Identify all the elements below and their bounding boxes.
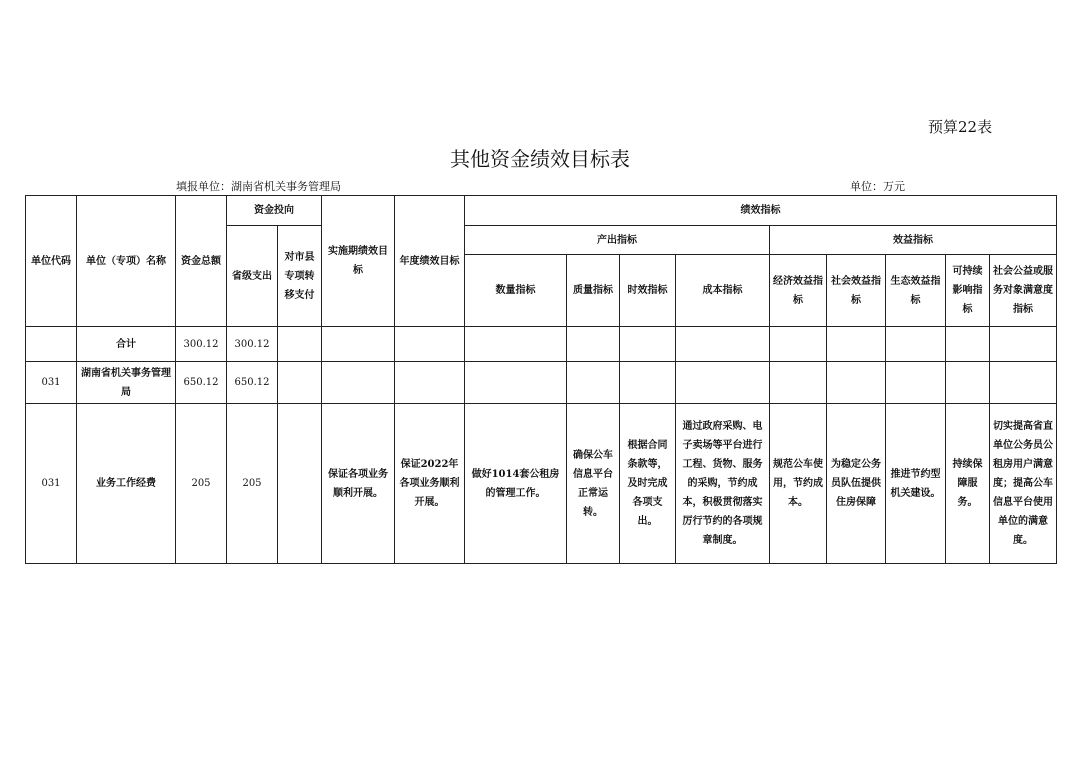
header-quality: 质量指标	[567, 255, 620, 327]
cell-timeliness	[620, 327, 676, 362]
header-timeliness: 时效指标	[620, 255, 676, 327]
cell-quantity: 做好1014套公租房的管理工作。	[465, 404, 567, 564]
header-period-goal: 实施期绩效目标	[322, 196, 395, 327]
header-transfer: 对市县专项转移支付	[278, 226, 322, 327]
cell-total: 205	[176, 404, 227, 564]
cell-timeliness: 根据合同条款等，及时完成各项支出。	[620, 404, 676, 564]
header-unit-name: 单位（专项）名称	[77, 196, 176, 327]
cell-transfer	[278, 404, 322, 564]
header-satisfaction: 社会公益或服务对象满意度指标	[990, 255, 1057, 327]
cell-ecological	[886, 362, 946, 404]
cell-cost: 通过政府采购、电子卖场等平台进行工程、货物、服务的采购，节约成本，积极贯彻落实厉行节约的各项规章制度。	[676, 404, 770, 564]
header-social: 社会效益指标	[827, 255, 886, 327]
cell-annual-goal	[395, 327, 465, 362]
header-benefit-indicators: 效益指标	[770, 226, 1057, 255]
cell-code: 031	[26, 404, 77, 564]
cell-code: 031	[26, 362, 77, 404]
header-unit-code: 单位代码	[26, 196, 77, 327]
cell-name: 业务工作经费	[77, 404, 176, 564]
filler-unit: 填报单位：湖南省机关事务管理局	[176, 180, 341, 193]
cell-quantity	[465, 327, 567, 362]
table-row-project	[26, 404, 1057, 564]
table-row-total	[26, 327, 1057, 362]
header-annual-goal: 年度绩效目标	[395, 196, 465, 327]
cell-sustainable	[946, 362, 990, 404]
cell-name: 合计	[77, 327, 176, 362]
cell-period-goal	[322, 362, 395, 404]
header-performance-indicators: 绩效指标	[465, 196, 1057, 226]
cell-social	[827, 327, 886, 362]
cell-social: 为稳定公务员队伍提供住房保障	[827, 404, 886, 564]
cell-ecological	[886, 327, 946, 362]
form-number: 预算22表	[928, 118, 993, 136]
cell-economic	[770, 327, 827, 362]
header-cost: 成本指标	[676, 255, 770, 327]
header-fund-total: 资金总额	[176, 196, 227, 327]
cell-economic	[770, 362, 827, 404]
cell-satisfaction: 切实提高省直单位公务员公租房用户满意度；提高公车信息平台使用单位的满意度。	[990, 404, 1057, 564]
table-row-agency	[26, 362, 1057, 404]
cell-satisfaction	[990, 327, 1057, 362]
currency-unit: 单位：万元	[850, 180, 905, 193]
cell-quality	[567, 327, 620, 362]
cell-satisfaction	[990, 362, 1057, 404]
cell-provincial: 300.12	[227, 327, 278, 362]
header-ecological: 生态效益指标	[886, 255, 946, 327]
cell-sustainable	[946, 327, 990, 362]
cell-provincial: 205	[227, 404, 278, 564]
cell-sustainable: 持续保障服务。	[946, 404, 990, 564]
header-provincial: 省级支出	[227, 226, 278, 327]
page-title: 其他资金绩效目标表	[450, 147, 630, 171]
header-fund-direction: 资金投向	[227, 196, 322, 226]
header-sustainable: 可持续影响指标	[946, 255, 990, 327]
performance-goal-table	[25, 195, 1057, 564]
cell-period-goal: 保证各项业务顺利开展。	[322, 404, 395, 564]
header-quantity: 数量指标	[465, 255, 567, 327]
cell-quality	[567, 362, 620, 404]
header-economic: 经济效益指标	[770, 255, 827, 327]
cell-transfer	[278, 362, 322, 404]
cell-economic: 规范公车使用，节约成本。	[770, 404, 827, 564]
cell-cost	[676, 362, 770, 404]
cell-name: 湖南省机关事务管理局	[77, 362, 176, 404]
cell-total: 650.12	[176, 362, 227, 404]
cell-provincial: 650.12	[227, 362, 278, 404]
cell-cost	[676, 327, 770, 362]
header-output-indicators: 产出指标	[465, 226, 770, 255]
cell-timeliness	[620, 362, 676, 404]
cell-annual-goal	[395, 362, 465, 404]
cell-transfer	[278, 327, 322, 362]
cell-social	[827, 362, 886, 404]
cell-quantity	[465, 362, 567, 404]
cell-period-goal	[322, 327, 395, 362]
cell-annual-goal: 保证2022年各项业务顺利开展。	[395, 404, 465, 564]
cell-quality: 确保公车信息平台正常运转。	[567, 404, 620, 564]
cell-code	[26, 327, 77, 362]
cell-total: 300.12	[176, 327, 227, 362]
cell-ecological: 推进节约型机关建设。	[886, 404, 946, 564]
